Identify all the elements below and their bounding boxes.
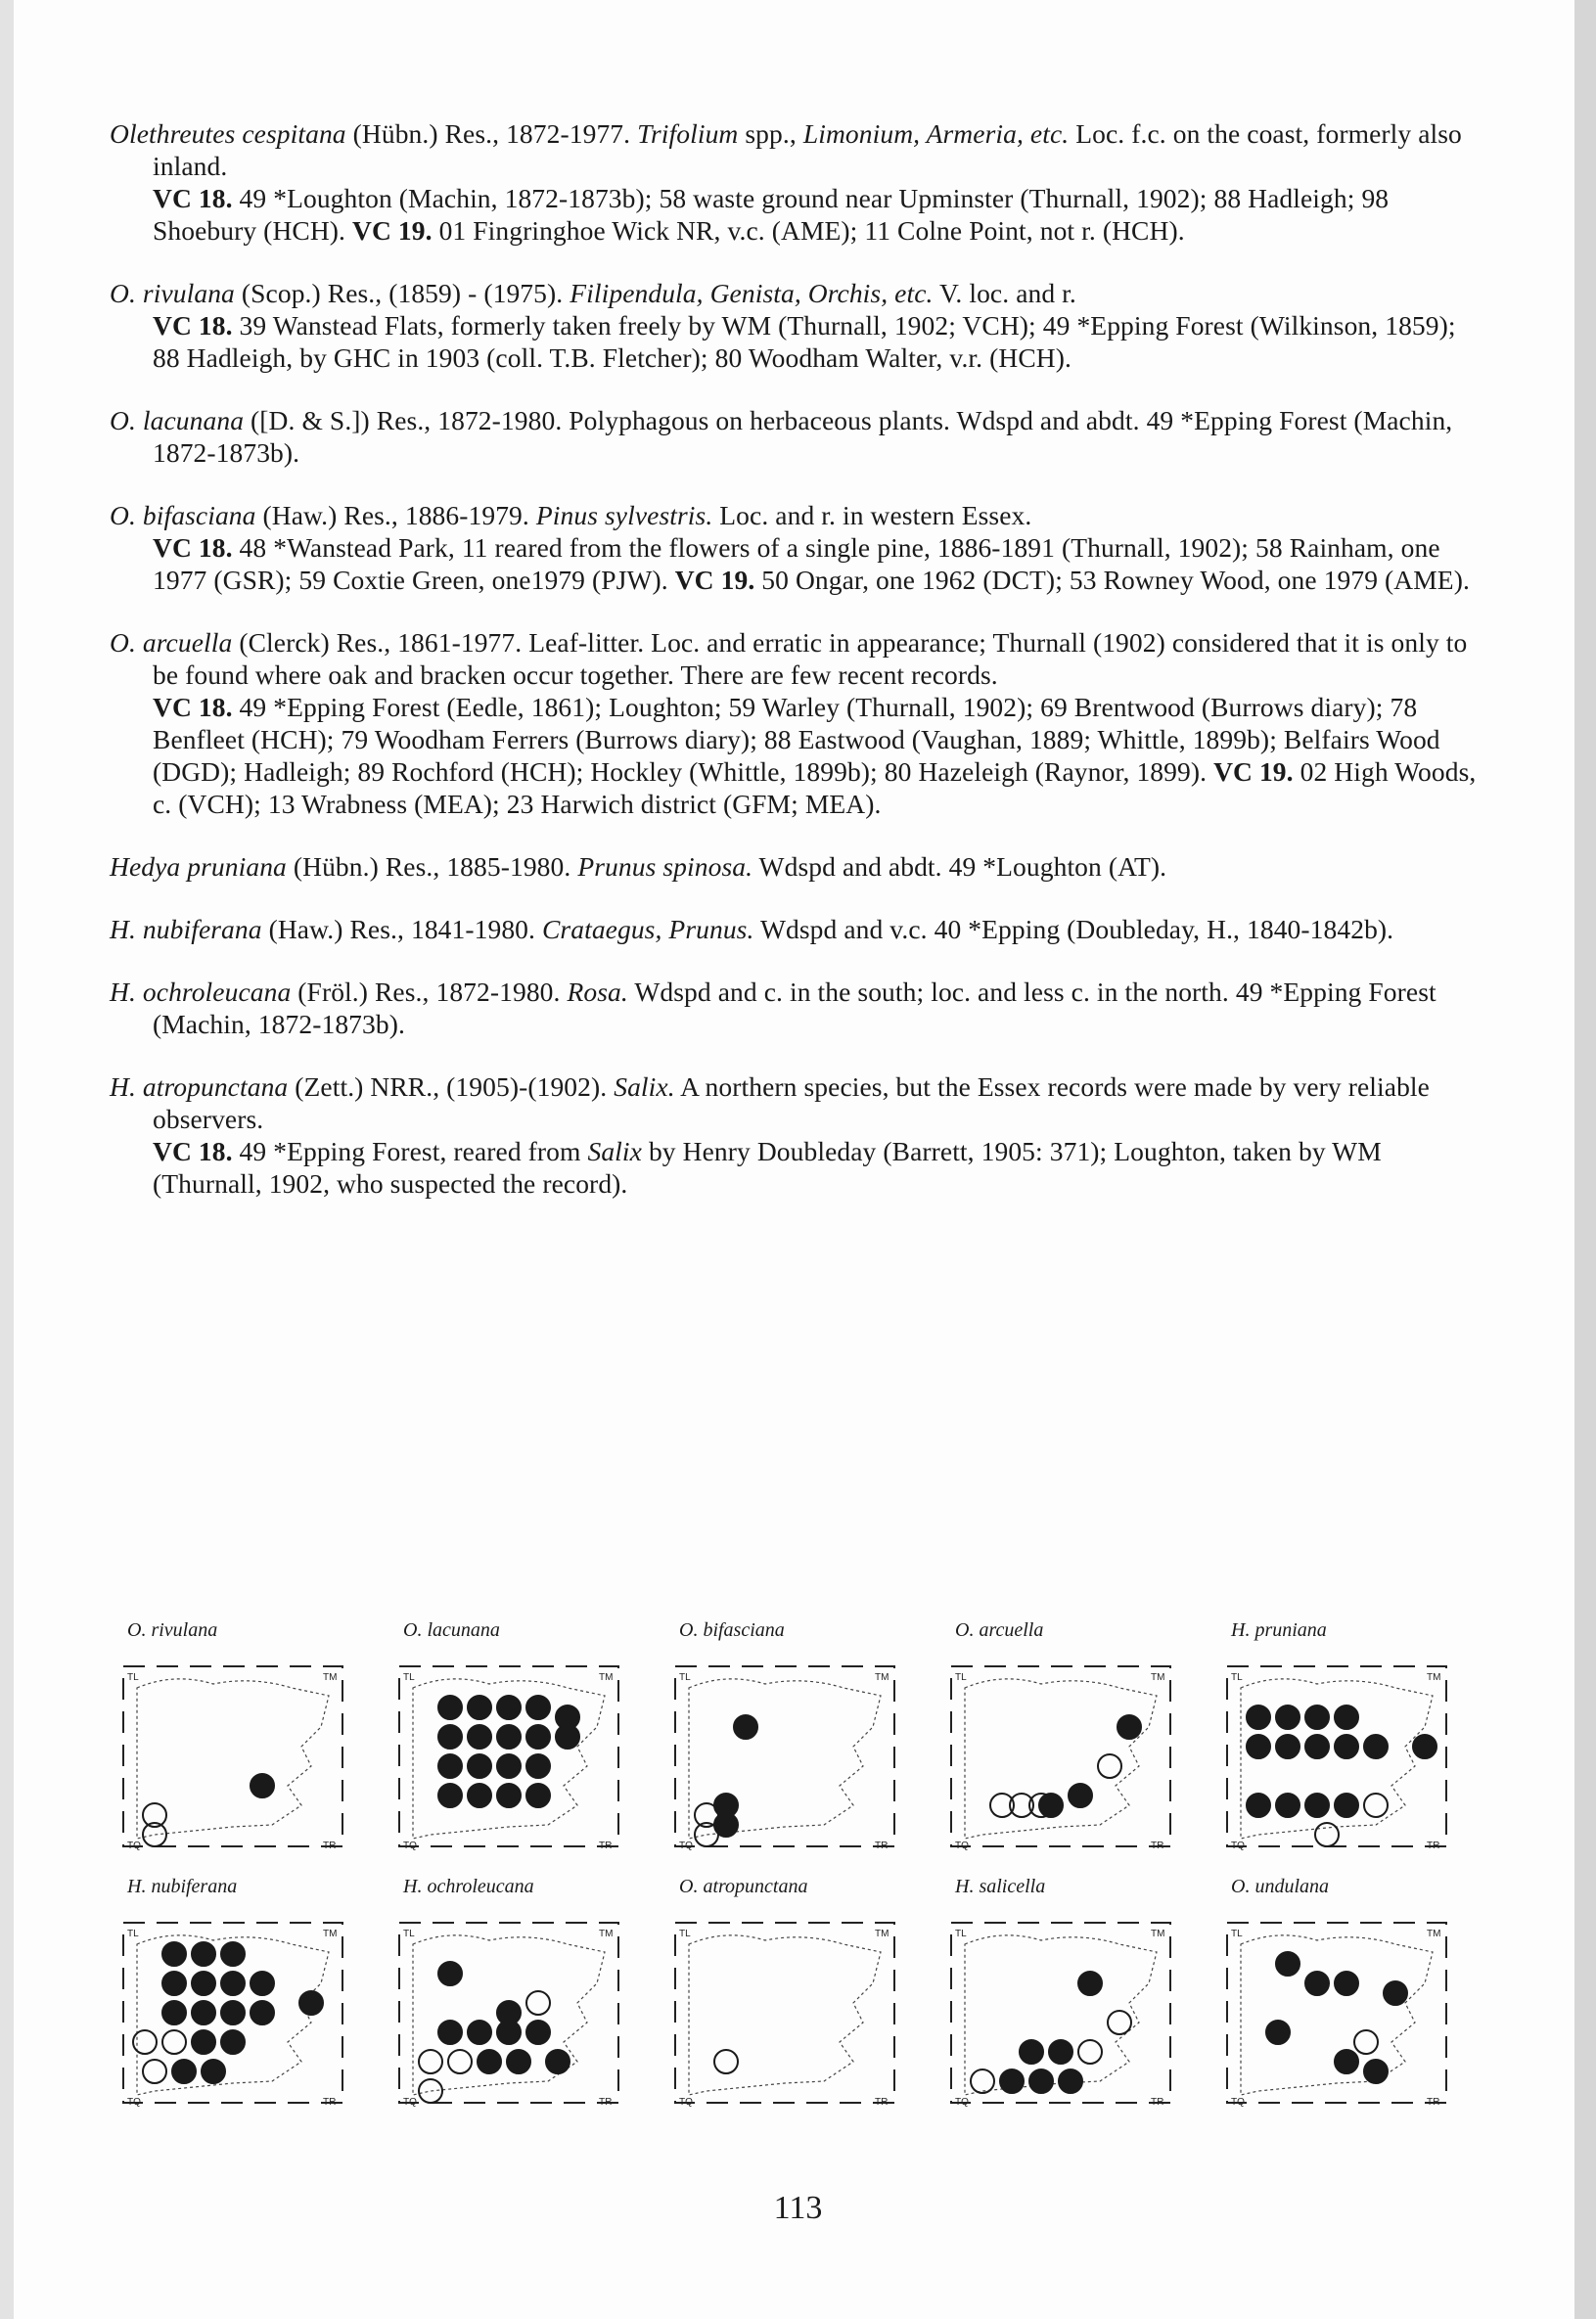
page-edge-left bbox=[0, 0, 14, 2319]
grid-label-tl: TL bbox=[403, 1929, 415, 1939]
map-grid-frame bbox=[951, 1666, 1170, 1846]
map-salicella bbox=[943, 1876, 1198, 2115]
record-dot-recent bbox=[1069, 1784, 1092, 1807]
status: A northern species, but the Essex records were made by very reliable observers. bbox=[153, 1071, 1430, 1134]
grid-label-tm: TM bbox=[1427, 1672, 1441, 1683]
grid-label-tm: TM bbox=[875, 1672, 889, 1683]
map-grid-frame bbox=[675, 1923, 894, 2103]
record-dot-recent bbox=[1335, 1705, 1358, 1729]
grid-label-tl: TL bbox=[679, 1929, 691, 1939]
grid-label-tl: TL bbox=[955, 1929, 967, 1939]
species-entry-cespitana bbox=[110, 117, 1480, 247]
map-title: H. pruniana bbox=[1231, 1619, 1327, 1641]
essex-map bbox=[1219, 1659, 1454, 1854]
record-dot-recent bbox=[468, 2021, 491, 2044]
grid-label-tr: TR bbox=[875, 2097, 889, 2108]
record-dot-recent bbox=[1117, 1715, 1141, 1739]
species-name: H. ochroleucana bbox=[110, 977, 292, 1007]
vc-label: VC 19. bbox=[352, 215, 433, 246]
record-dot-old bbox=[1108, 2011, 1131, 2034]
grid-label-tm: TM bbox=[323, 1672, 338, 1683]
record-dot-recent bbox=[468, 1696, 491, 1719]
species-entry-arcuella bbox=[110, 626, 1480, 820]
record-dot-recent bbox=[221, 1942, 245, 1966]
grid-label-tq: TQ bbox=[955, 2097, 969, 2108]
record-dot-recent bbox=[1305, 1972, 1329, 1995]
record-dot-recent bbox=[526, 1754, 550, 1778]
map-grid-frame bbox=[123, 1666, 342, 1846]
records: 39 Wanstead Flats, formerly taken freely by WM (Thurnall, 1902; VCH); 49 *Epping Forest (Wilkinson, 1859); 88 Hadleigh, by GHC in 1903 (coll. T.B. Fletcher); 80 Woodham Walter, v.r. (HCH). bbox=[153, 310, 1456, 373]
grid-label-tq: TQ bbox=[127, 2097, 141, 2108]
essex-map bbox=[943, 1659, 1178, 1854]
vc-label: VC 19. bbox=[1213, 756, 1294, 787]
record-dot-recent bbox=[162, 1972, 186, 1995]
record-dot-recent bbox=[221, 2001, 245, 2024]
record-dot-old bbox=[1098, 1754, 1121, 1778]
grid-label-tl: TL bbox=[1231, 1672, 1243, 1683]
map-title: H. nubiferana bbox=[127, 1876, 238, 1897]
grid-label-tm: TM bbox=[599, 1672, 614, 1683]
text-column bbox=[110, 117, 1480, 1230]
record-dot-old bbox=[419, 2079, 442, 2103]
record-dot-recent bbox=[468, 1725, 491, 1749]
record-dot-recent bbox=[192, 2001, 215, 2024]
map-title: O. atropunctana bbox=[679, 1876, 808, 1897]
record-dot-recent bbox=[1335, 2050, 1358, 2073]
record-dot-recent bbox=[1305, 1735, 1329, 1758]
county-outline bbox=[1241, 1679, 1433, 1839]
record-dot-recent bbox=[162, 2001, 186, 2024]
grid-label-tm: TM bbox=[323, 1929, 338, 1939]
record-dot-recent bbox=[1247, 1735, 1270, 1758]
record-dot-recent bbox=[1247, 1705, 1270, 1729]
record-dot-recent bbox=[1364, 2060, 1388, 2083]
species-entry-atropunctana bbox=[110, 1070, 1480, 1200]
vc-label: VC 18. bbox=[153, 183, 233, 213]
foodplant: Pinus sylvestris. bbox=[535, 500, 713, 530]
record-dot-recent bbox=[221, 1972, 245, 1995]
record-dot-old bbox=[162, 2030, 186, 2054]
foodplant: Prunus spinosa. bbox=[577, 851, 753, 882]
record-dot-recent bbox=[468, 1754, 491, 1778]
grid-label-tr: TR bbox=[1427, 1841, 1440, 1851]
record-dot-recent bbox=[1039, 1794, 1063, 1817]
authority: (Haw.) Res., 1886-1979. bbox=[255, 500, 536, 530]
record-dot-recent bbox=[299, 1991, 323, 2015]
map-title: O. rivulana bbox=[127, 1619, 218, 1641]
grid-label-tr: TR bbox=[1427, 2097, 1440, 2108]
grid-label-tr: TR bbox=[599, 2097, 613, 2108]
species-entry-nubiferana bbox=[110, 913, 1480, 945]
record-dot-old bbox=[1078, 2040, 1102, 2064]
record-dot-recent bbox=[526, 1696, 550, 1719]
map-nubiferana bbox=[115, 1876, 370, 2115]
record-dot-recent bbox=[1335, 1794, 1358, 1817]
map-pruniana bbox=[1219, 1619, 1474, 1859]
map-bifasciana bbox=[667, 1619, 922, 1859]
record-dot-recent bbox=[1020, 2040, 1043, 2064]
map-title: O. undulana bbox=[1231, 1876, 1329, 1897]
record-dot-recent bbox=[526, 1784, 550, 1807]
grid-label-tr: TR bbox=[1151, 2097, 1164, 2108]
status: Wdspd and v.c. 40 *Epping (Doubleday, H., 1840-1842b). bbox=[753, 914, 1394, 944]
record-dot-recent bbox=[526, 1725, 550, 1749]
record-dot-recent bbox=[438, 1754, 462, 1778]
page-edge-right bbox=[1574, 0, 1596, 2319]
record-dot-old bbox=[971, 2069, 994, 2093]
map-title: O. bifasciana bbox=[679, 1619, 785, 1641]
record-dot-recent bbox=[192, 1942, 215, 1966]
grid-label-tq: TQ bbox=[955, 1841, 969, 1851]
record-dot-recent bbox=[221, 2030, 245, 2054]
essex-map bbox=[667, 1915, 902, 2111]
grid-label-tl: TL bbox=[127, 1929, 139, 1939]
foodplant: Trifolium bbox=[637, 118, 739, 149]
authority: (Fröl.) Res., 1872-1980. bbox=[291, 977, 568, 1007]
record-dot-recent bbox=[1335, 1735, 1358, 1758]
map-rivulana bbox=[115, 1619, 370, 1859]
record-dot-recent bbox=[1276, 1705, 1300, 1729]
record-dot-recent bbox=[497, 1725, 521, 1749]
map-grid-frame bbox=[675, 1666, 894, 1846]
map-grid-frame bbox=[1227, 1923, 1446, 2103]
vc-label: VC 18. bbox=[153, 532, 233, 563]
vc-label: VC 18. bbox=[153, 692, 233, 722]
grid-label-tq: TQ bbox=[1231, 2097, 1245, 2108]
record-dot-recent bbox=[1276, 1794, 1300, 1817]
record-dot-recent bbox=[438, 2021, 462, 2044]
authority: (Clerck) Res., 1861-1977. Leaf-litter. Loc. and erratic in appearance; Thurnall (1902) considered that it is only to be found where oak and bracken occur together. There are few recent records. bbox=[153, 627, 1468, 690]
record-dot-recent bbox=[1247, 1794, 1270, 1817]
record-dot-recent bbox=[1276, 1735, 1300, 1758]
species-name: H. nubiferana bbox=[110, 914, 262, 944]
record-dot-recent bbox=[734, 1715, 757, 1739]
record-dot-recent bbox=[251, 1972, 274, 1995]
record-dot-recent bbox=[202, 2060, 225, 2083]
records: 01 Fingringhoe Wick NR, v.c. (AME); 11 Colne Point, not r. (HCH). bbox=[432, 215, 1185, 246]
record-dot-recent bbox=[1000, 2069, 1024, 2093]
species-name: Hedya pruniana bbox=[110, 851, 287, 882]
authority: (Haw.) Res., 1841-1980. bbox=[261, 914, 542, 944]
species-entry-bifasciana bbox=[110, 499, 1480, 596]
records: 49 *Epping Forest, reared from bbox=[232, 1136, 588, 1166]
species-entry-rivulana bbox=[110, 277, 1480, 374]
map-title: H. salicella bbox=[955, 1876, 1046, 1897]
grid-label-tr: TR bbox=[875, 1841, 889, 1851]
records: 50 Ongar, one 1962 (DCT); 53 Rowney Wood, one 1979 (AME). bbox=[754, 565, 1470, 595]
record-dot-old bbox=[133, 2030, 157, 2054]
essex-map bbox=[943, 1915, 1178, 2111]
vc-label: VC 19. bbox=[674, 565, 755, 595]
authority: (Zett.) NRR., (1905)-(1902). bbox=[288, 1071, 615, 1102]
record-dot-recent bbox=[1384, 1981, 1407, 2005]
grid-label-tm: TM bbox=[1427, 1929, 1441, 1939]
record-dot-recent bbox=[438, 1962, 462, 1985]
record-dot-recent bbox=[172, 2060, 196, 2083]
record-dot-recent bbox=[1059, 2069, 1082, 2093]
record-dot-recent bbox=[1276, 1952, 1300, 1976]
essex-map bbox=[1219, 1915, 1454, 2111]
record-dot-old bbox=[419, 2050, 442, 2073]
record-dot-recent bbox=[497, 1754, 521, 1778]
vc-label: VC 18. bbox=[153, 310, 233, 341]
vc-label: VC 18. bbox=[153, 1136, 233, 1166]
essex-map bbox=[391, 1659, 626, 1854]
grid-label-tm: TM bbox=[875, 1929, 889, 1939]
record-dot-recent bbox=[192, 1972, 215, 1995]
record-dot-recent bbox=[438, 1696, 462, 1719]
record-dot-old bbox=[448, 2050, 472, 2073]
county-outline bbox=[1241, 1935, 1433, 2095]
map-lacunana bbox=[391, 1619, 646, 1859]
record-dot-recent bbox=[438, 1784, 462, 1807]
page-number: 113 bbox=[773, 2190, 823, 2226]
record-dot-recent bbox=[1364, 1735, 1388, 1758]
records: by Henry Doubleday (Barrett, 1905: 371); Loughton, taken by WM (Thurnall, 1902, who suspected the record). bbox=[153, 1136, 1382, 1199]
foodplant-tail: spp., bbox=[738, 118, 803, 149]
record-dot-old bbox=[714, 2050, 738, 2073]
species-entry-ochroleucana bbox=[110, 976, 1480, 1040]
species-name: O. bifasciana bbox=[110, 500, 256, 530]
essex-map bbox=[115, 1915, 350, 2111]
record-dot-recent bbox=[497, 1696, 521, 1719]
grid-label-tm: TM bbox=[1151, 1929, 1165, 1939]
grid-label-tq: TQ bbox=[1231, 1841, 1245, 1851]
grid-label-tl: TL bbox=[127, 1672, 139, 1683]
species-name: O. arcuella bbox=[110, 627, 233, 658]
grid-label-tr: TR bbox=[1151, 1841, 1164, 1851]
grid-label-tm: TM bbox=[599, 1929, 614, 1939]
grid-label-tq: TQ bbox=[403, 2097, 417, 2108]
record-dot-recent bbox=[1335, 1972, 1358, 1995]
foodplant-2: Limonium, Armeria, etc. bbox=[802, 118, 1070, 149]
record-dot-recent bbox=[497, 1784, 521, 1807]
record-dot-recent bbox=[192, 2030, 215, 2054]
record-dot-recent bbox=[556, 1725, 579, 1749]
record-dot-recent bbox=[468, 1784, 491, 1807]
species-name: H. atropunctana bbox=[110, 1071, 289, 1102]
map-arcuella bbox=[943, 1619, 1198, 1859]
status: Wdspd and c. in the south; loc. and less c. in the north. 49 *Epping Forest (Machin, 1872-1873b). bbox=[153, 977, 1436, 1039]
species-entry-lacunana bbox=[110, 404, 1480, 469]
record-dot-old bbox=[143, 2060, 166, 2083]
map-undulana bbox=[1219, 1876, 1474, 2115]
grid-label-tl: TL bbox=[955, 1672, 967, 1683]
status: V. loc. and r. bbox=[933, 278, 1076, 308]
record-dot-recent bbox=[1029, 2069, 1053, 2093]
foodplant: Salix bbox=[587, 1136, 642, 1166]
grid-label-tr: TR bbox=[323, 1841, 337, 1851]
record-dot-recent bbox=[1078, 1972, 1102, 1995]
species-entry-pruniana bbox=[110, 850, 1480, 883]
authority: (Scop.) Res., (1859) - (1975). bbox=[234, 278, 570, 308]
map-title: O. arcuella bbox=[955, 1619, 1044, 1641]
record-dot-recent bbox=[438, 1725, 462, 1749]
essex-map bbox=[115, 1659, 350, 1854]
record-dot-recent bbox=[1305, 1794, 1329, 1817]
grid-label-tr: TR bbox=[323, 2097, 337, 2108]
record-dot-recent bbox=[1049, 2040, 1072, 2064]
map-title: H. ochroleucana bbox=[403, 1876, 534, 1897]
record-dot-recent bbox=[546, 2050, 570, 2073]
grid-label-tm: TM bbox=[1151, 1672, 1165, 1683]
status: Loc. and r. in western Essex. bbox=[712, 500, 1032, 530]
foodplant: Crataegus, Prunus. bbox=[541, 914, 754, 944]
grid-label-tl: TL bbox=[679, 1672, 691, 1683]
species-name: O. rivulana bbox=[110, 278, 235, 308]
record-dot-old bbox=[526, 1991, 550, 2015]
grid-label-tq: TQ bbox=[127, 1841, 141, 1851]
record-dot-recent bbox=[478, 2050, 501, 2073]
grid-label-tq: TQ bbox=[403, 1841, 417, 1851]
grid-label-tr: TR bbox=[599, 1841, 613, 1851]
essex-map bbox=[667, 1659, 902, 1854]
foodplant: Salix. bbox=[614, 1071, 675, 1102]
records: 48 *Wanstead Park, 11 reared from the flowers of a single pine, 1886-1891 (Thurnall, 1902); 58 Rainham, one 1977 (GSR); 59 Coxtie Green, one1979 (PJW). bbox=[153, 532, 1440, 595]
record-dot-recent bbox=[497, 2021, 521, 2044]
map-atropunctana bbox=[667, 1876, 922, 2115]
authority: (Hübn.) Res., 1872-1977. bbox=[345, 118, 638, 149]
authority: ([D. & S.]) Res., 1872-1980. Polyphagous on herbaceous plants. Wdspd and abdt. 49 *Epping Forest (Machin, 1872-1873b). bbox=[153, 405, 1453, 468]
record-dot-old bbox=[1354, 2030, 1378, 2054]
map-ochroleucana bbox=[391, 1876, 646, 2115]
records: 49 *Epping Forest (Eedle, 1861); Loughton; 59 Warley (Thurnall, 1902); 69 Brentwood (Burrows diary); 78 Benfleet (HCH); 79 Woodham Ferrers (Burrows diary); 88 Eastwood (Vaughan, 1889; Whittle, 1899b); Belfairs Wood (DGD); Hadleigh; 89 Rochford (HCH); Hockley (Whittle, 1899b); 80 Hazeleigh (Raynor, 1899). bbox=[153, 692, 1440, 787]
record-dot-old bbox=[1364, 1794, 1388, 1817]
record-dot-old bbox=[1315, 1823, 1339, 1846]
record-dot-recent bbox=[1413, 1735, 1436, 1758]
status: Loc. f.c. on the coast, formerly also inland. bbox=[153, 118, 1462, 181]
foodplant: Rosa. bbox=[567, 977, 628, 1007]
records: 49 *Loughton (Machin, 1872-1873b); 58 waste ground near Upminster (Thurnall, 1902); 88 Hadleigh; 98 Shoebury (HCH). bbox=[153, 183, 1390, 246]
record-dot-recent bbox=[162, 1942, 186, 1966]
grid-label-tq: TQ bbox=[679, 1841, 693, 1851]
status: Wdspd and abdt. 49 *Loughton (AT). bbox=[752, 851, 1167, 882]
grid-label-tl: TL bbox=[1231, 1929, 1243, 1939]
map-title: O. lacunana bbox=[403, 1619, 500, 1641]
record-dot-recent bbox=[251, 2001, 274, 2024]
species-name: Olethreutes cespitana bbox=[110, 118, 346, 149]
record-dot-recent bbox=[251, 1774, 274, 1797]
foodplant: Filipendula, Genista, Orchis, etc. bbox=[570, 278, 934, 308]
record-dot-recent bbox=[507, 2050, 530, 2073]
record-dot-recent bbox=[1266, 2021, 1290, 2044]
records: 02 High Woods, c. (VCH); 13 Wrabness (MEA); 23 Harwich district (GFM; MEA). bbox=[153, 756, 1477, 819]
grid-label-tq: TQ bbox=[679, 2097, 693, 2108]
essex-map bbox=[391, 1915, 626, 2111]
grid-label-tl: TL bbox=[403, 1672, 415, 1683]
species-name: O. lacunana bbox=[110, 405, 245, 435]
record-dot-recent bbox=[526, 2021, 550, 2044]
record-dot-recent bbox=[1305, 1705, 1329, 1729]
authority: (Hübn.) Res., 1885-1980. bbox=[286, 851, 578, 882]
